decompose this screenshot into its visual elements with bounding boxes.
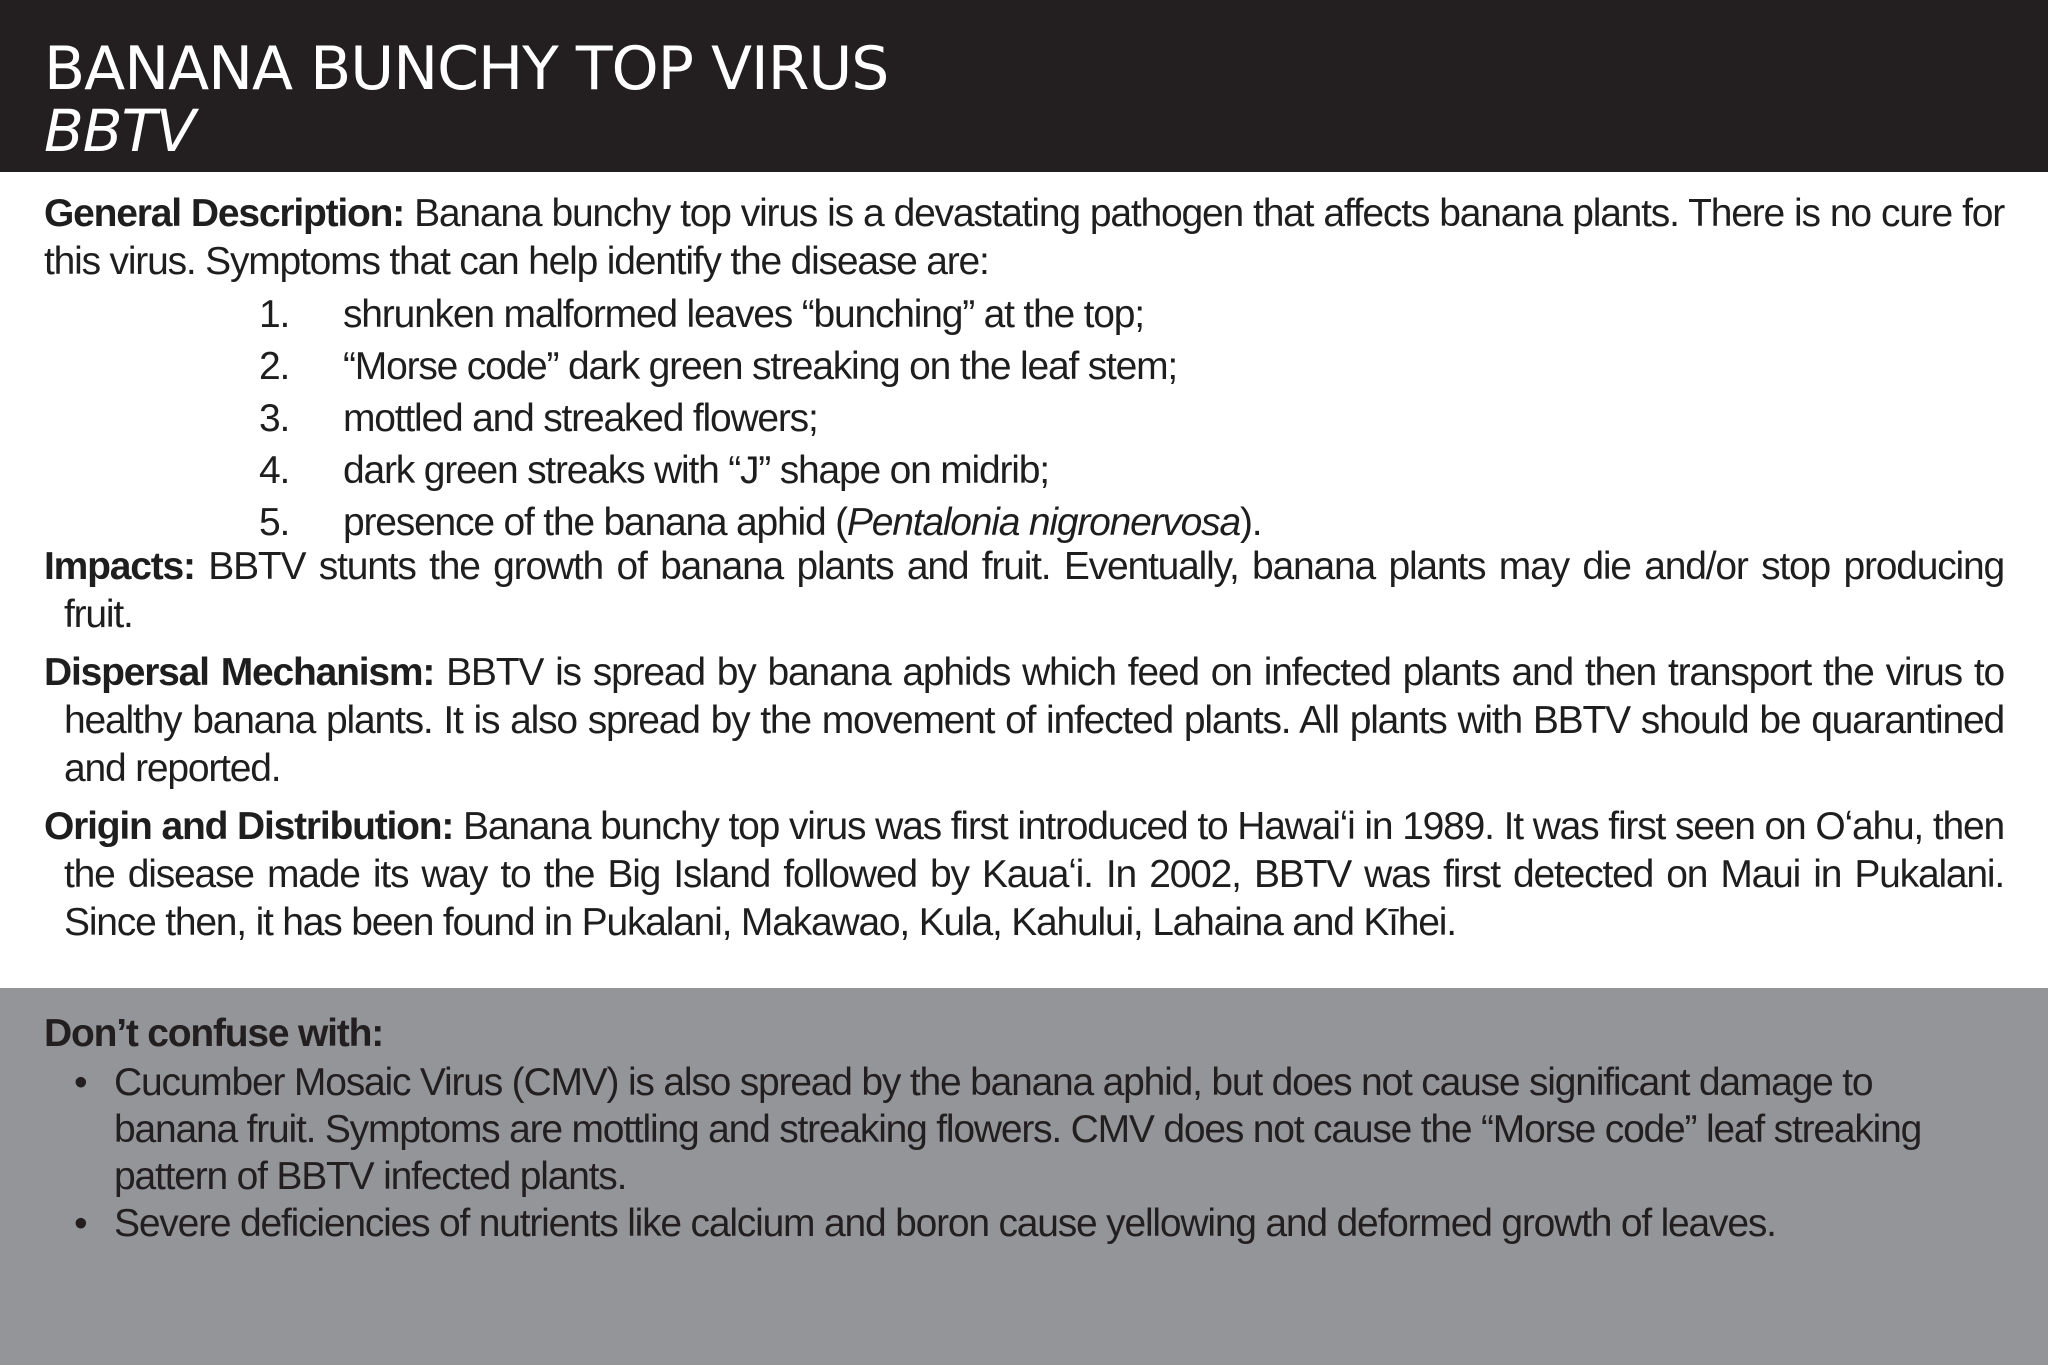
list-item: [44, 341, 2004, 393]
dont-confuse-heading: Don’t confuse with:: [44, 1012, 383, 1055]
origin-label: Origin and Distribution:: [44, 805, 454, 848]
symptom-text-after: ).: [1239, 501, 1262, 544]
confuse-list: [44, 1059, 2004, 1247]
list-item: [44, 393, 2004, 445]
aphid-scientific-name: Pentalonia nigronervosa: [846, 501, 1240, 544]
symptom-text: [299, 497, 1261, 549]
confuse-item-text: Cucumber Mosaic Virus (CMV) is also spread by the banana aphid, but does not cause significant damage to banana fruit. Symptoms are mottling and streaking flowers. CMV does not cause the “Morse code” leaf streaking pattern of BBTV infected plants.: [114, 1061, 1922, 1198]
general-description-label: General Description:: [44, 192, 405, 235]
symptom-text: shrunken malformed leaves “bunching” at the top;: [343, 293, 1144, 336]
symptom-text: “Morse code” dark green streaking on the leaf stem;: [343, 345, 1178, 388]
symptom-number: 4.: [259, 449, 290, 492]
bullet-icon: •: [74, 1202, 87, 1245]
main-content: [0, 172, 2048, 988]
list-item: [44, 497, 2004, 549]
dispersal-label: Dispersal Mechanism:: [44, 651, 435, 694]
list-item: [44, 445, 2004, 497]
origin-paragraph: [44, 803, 2004, 947]
symptom-text: mottled and streaked flowers;: [343, 397, 818, 440]
symptom-list: [44, 289, 2004, 549]
page-title: BANANA BUNCHY TOP VIRUS: [44, 34, 889, 104]
symptom-number: 3.: [259, 397, 290, 440]
dont-confuse-section: [0, 988, 2048, 1365]
symptom-text: dark green streaks with “J” shape on midrib;: [343, 449, 1049, 492]
impacts-text: BBTV stunts the growth of banana plants and fruit. Eventually, banana plants may die and/or stop producing fruit.: [64, 545, 2004, 636]
list-item: [44, 1059, 2004, 1200]
general-description: [44, 190, 2004, 286]
page-subtitle: BBTV: [44, 97, 195, 165]
list-item: [44, 289, 2004, 341]
dispersal-paragraph: [44, 649, 2004, 793]
general-description-text: Banana bunchy top virus is a devastating pathogen that affects banana plants. There is no cure for this virus. Symptoms that can help identify the disease are:: [44, 192, 2004, 283]
page-header: [0, 0, 2048, 172]
symptom-number: 5.: [259, 501, 290, 544]
confuse-item-text: Severe deficiencies of nutrients like calcium and boron cause yellowing and deformed growth of leaves.: [114, 1202, 1776, 1245]
origin-text: Banana bunchy top virus was first introduced to Hawaiʻi in 1989. It was first seen on Oʻahu, then the disease made its way to the Big Island followed by Kauaʻi. In 2002, BBTV was first detected on Maui in Pukalani. Since then, it has been found in Pukalani, Makawao, Kula, Kahului, Lahaina and Kīhei.: [64, 805, 2005, 944]
dispersal-text: BBTV is spread by banana aphids which feed on infected plants and then transport the virus to healthy banana plants. It is also spread by the movement of infected plants. All plants with BBTV should be quarantined and reported.: [64, 651, 2004, 790]
impacts-paragraph: [44, 543, 2004, 639]
impacts-label: Impacts:: [44, 545, 195, 588]
list-item: [44, 1200, 2004, 1247]
symptom-text-before: presence of the banana aphid (: [343, 501, 847, 544]
symptom-number: 2.: [259, 345, 290, 388]
symptom-number: 1.: [259, 293, 290, 336]
bullet-icon: •: [74, 1061, 87, 1104]
